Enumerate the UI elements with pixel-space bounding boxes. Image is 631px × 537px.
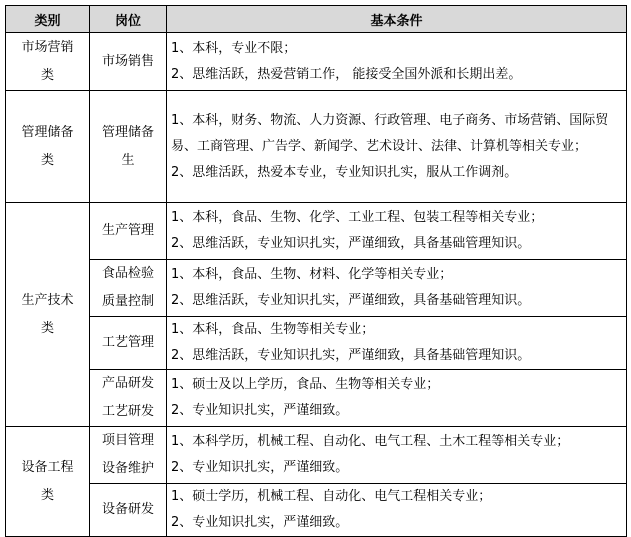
category-line: 设备工程 <box>21 459 74 475</box>
recruitment-table <box>5 5 627 537</box>
position-line: 质量控制 <box>101 294 154 309</box>
condition-line: 1、本科，专业不限； <box>171 40 297 56</box>
category-line: 类 <box>40 67 54 83</box>
position-line: 设备研发 <box>101 502 154 517</box>
table-row <box>6 370 627 427</box>
category-line: 类 <box>40 320 54 336</box>
condition-line: 1、本科学历，机械工程、自动化、电气工程、土木工程等相关专业； <box>171 434 570 449</box>
position-line: 工艺研发 <box>101 404 154 419</box>
table-row <box>6 427 627 484</box>
position-cell <box>90 427 167 484</box>
condition-line: 2、思维活跃，热爱本专业，专业知识扎实，服从工作调剂。 <box>171 164 518 180</box>
table-row <box>6 484 627 537</box>
conditions-cell <box>167 370 627 427</box>
condition-line: 1、本科，食品、生物、材料、化学等相关专业； <box>171 267 453 282</box>
table-row <box>6 203 627 260</box>
position-cell <box>90 317 167 370</box>
position-line: 市场销售 <box>101 53 154 69</box>
condition-line: 1、硕士学历，机械工程、自动化、电气工程相关专业； <box>171 489 492 504</box>
position-cell <box>90 370 167 427</box>
position-line: 生 <box>121 152 135 168</box>
header-conditions: 基本条件 <box>167 6 627 33</box>
position-line: 产品研发 <box>101 376 154 391</box>
header-row <box>6 6 627 33</box>
category-line: 类 <box>40 487 54 503</box>
condition-line: 2、思维活跃，专业知识扎实，严谨细致，具备基础管理知识。 <box>171 236 531 251</box>
conditions-cell <box>167 317 627 370</box>
conditions-cell <box>167 427 627 484</box>
position-line: 工艺管理 <box>101 335 154 350</box>
category-cell <box>6 427 90 537</box>
position-line: 管理储备 <box>101 124 154 140</box>
category-line: 管理储备 <box>21 124 74 140</box>
condition-line: 1、本科，食品、生物等相关专业； <box>171 322 375 337</box>
conditions-cell <box>167 33 627 91</box>
category-line: 生产技术 <box>21 292 74 308</box>
position-cell <box>90 260 167 317</box>
position-cell <box>90 91 167 203</box>
condition-line: 2、专业知识扎实，严谨细致。 <box>171 515 349 530</box>
position-line: 食品检验 <box>101 266 154 281</box>
conditions-cell <box>167 91 627 203</box>
condition-line: 2、专业知识扎实，严谨细致。 <box>171 403 349 418</box>
condition-line: 1、本科，食品、生物、化学、工业工程、包装工程等相关专业； <box>171 210 544 225</box>
conditions-cell <box>167 484 627 537</box>
condition-line: 1、硕士及以上学历，食品、生物等相关专业； <box>171 377 440 392</box>
header-position: 岗位 <box>90 6 167 33</box>
table-row <box>6 260 627 317</box>
position-line: 项目管理 <box>101 433 154 448</box>
category-line: 市场营销 <box>21 39 74 55</box>
table-row <box>6 91 627 203</box>
position-cell <box>90 484 167 537</box>
condition-line: 2、专业知识扎实，严谨细致。 <box>171 460 349 475</box>
position-line: 生产管理 <box>101 223 154 238</box>
table-row <box>6 33 627 91</box>
condition-line: 2、思维活跃，专业知识扎实，严谨细致，具备基础管理知识。 <box>171 293 531 308</box>
position-cell <box>90 33 167 91</box>
conditions-cell <box>167 260 627 317</box>
category-line: 类 <box>40 152 54 168</box>
condition-line: 2、思维活跃，热爱营销工作， 能接受全国外派和长期出差。 <box>171 66 522 82</box>
table-row <box>6 317 627 370</box>
condition-line: 2、思维活跃，专业知识扎实，严谨细致，具备基础管理知识。 <box>171 348 531 363</box>
position-cell <box>90 203 167 260</box>
category-cell <box>6 203 90 427</box>
position-line: 设备维护 <box>101 461 154 476</box>
category-cell <box>6 33 90 91</box>
category-cell <box>6 91 90 203</box>
header-category: 类别 <box>6 6 90 33</box>
conditions-cell <box>167 203 627 260</box>
condition-line: 1、本科，财务、物流、人力资源、行政管理、电子商务、市场营销、国际贸易、工商管理、广告学、新闻学、艺术设计、法律、计算机等相关专业； <box>171 112 609 154</box>
